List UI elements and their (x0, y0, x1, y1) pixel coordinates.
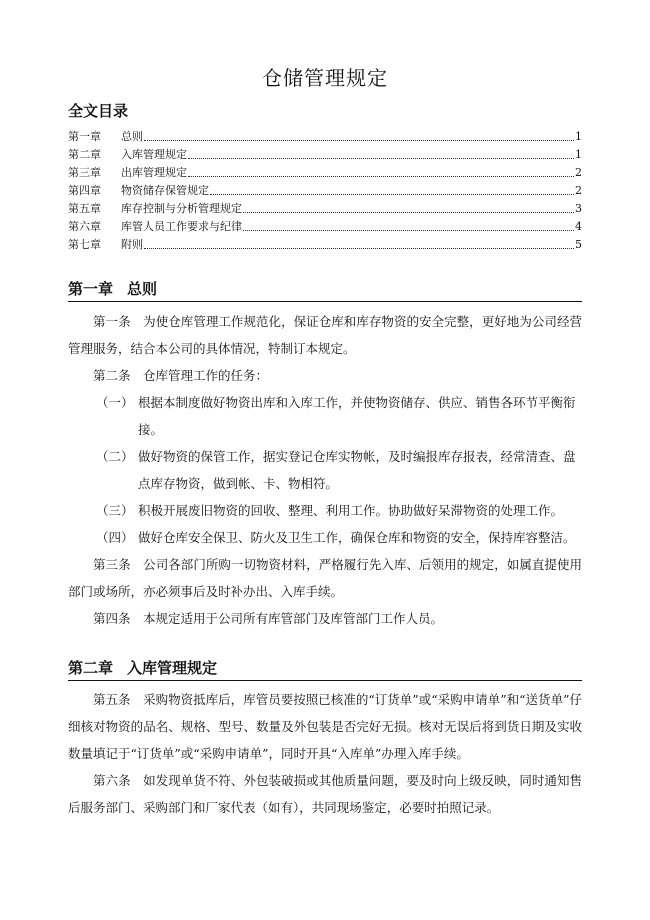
chapter-1-heading (68, 278, 582, 302)
task-list-item (68, 524, 582, 551)
chapter-number: 第二章 (68, 659, 114, 677)
article-paragraph: 第四条 本规定适用于公司所有库管部门及库管部门工作人员。 (93, 611, 444, 626)
toc-leader-dots (188, 158, 574, 159)
list-number: （二） (96, 449, 134, 464)
task-list-item (68, 497, 582, 524)
list-number: （三） (96, 503, 134, 518)
toc-page-number: 1 (575, 130, 582, 143)
toc-leader-dots (188, 176, 574, 177)
toc-chapter-title: 物资储存保管规定 (121, 184, 209, 197)
chapter-2-heading (68, 657, 582, 681)
task-list-item (68, 389, 582, 443)
chapter-number: 第一章 (68, 280, 114, 298)
toc-leader-dots (144, 140, 574, 141)
task-list-item (68, 443, 582, 497)
chapter-name: 总则 (127, 280, 158, 298)
toc-chapter-number: 第一章 (68, 130, 101, 143)
article-paragraph: 第三条 公司各部门所购一切物资材料，严格履行先入库、后领用的规定，如属直提使用部门或场所，亦必须事后及时补办出、入库手续。 (68, 557, 582, 599)
toc-chapter-title: 入库管理规定 (121, 148, 187, 161)
list-text: 积极开展废旧物资的回收、整理、利用工作。协助做好呆滞物资的处理工作。 (138, 503, 564, 518)
toc-entry[interactable] (68, 146, 582, 164)
toc-chapter-title: 出库管理规定 (121, 166, 187, 179)
toc-leader-dots (144, 248, 574, 249)
toc-entry[interactable] (68, 182, 582, 200)
chapter-2-body (68, 686, 582, 821)
list-number: （一） (96, 395, 134, 410)
toc-entry[interactable] (68, 128, 582, 146)
toc-chapter-title: 库存控制与分析管理规定 (121, 202, 242, 215)
chapter-name: 入库管理规定 (127, 659, 218, 677)
toc-leader-dots (210, 194, 574, 195)
table-of-contents (68, 128, 582, 254)
toc-heading: 全文目录 (68, 102, 129, 120)
toc-entry[interactable] (68, 200, 582, 218)
toc-chapter-number: 第五章 (68, 202, 101, 215)
toc-page-number: 2 (575, 184, 582, 197)
toc-page-number: 2 (575, 166, 582, 179)
chapter-1-body (68, 308, 582, 632)
toc-chapter-number: 第七章 (68, 238, 101, 251)
toc-page-number: 5 (575, 238, 582, 251)
article-paragraph: 第五条 采购物资抵库后，库管员要按照已核准的“订货单”或“采购申请单”和“送货单”仔细核对物资的品名、规格、型号、数量及外包装是否完好无损。核对无误后将到货日期及实收数量填记于“订货单”或“采购申请单”，同时开具“入库单”办理入库手续。 (68, 692, 582, 761)
toc-page-number: 3 (575, 202, 582, 215)
article-paragraph: 第二条 仓库管理工作的任务： (93, 368, 269, 383)
toc-entry[interactable] (68, 164, 582, 182)
toc-chapter-number: 第二章 (68, 148, 101, 161)
list-text: 做好物资的保管工作，据实登记仓库实物帐，及时编报库存报表，经常清查、盘点库存物资，做到帐、卡、物相符。 (138, 449, 576, 491)
toc-chapter-number: 第六章 (68, 220, 101, 233)
toc-leader-dots (243, 212, 574, 213)
toc-chapter-title: 总则 (121, 130, 143, 143)
toc-chapter-title: 附则 (121, 238, 143, 251)
list-number: （四） (96, 530, 134, 545)
document-title: 仓储管理规定 (262, 66, 388, 90)
article-paragraph: 第六条 如发现单货不符、外包装破损或其他质量问题，要及时向上级反映，同时通知售后服务部门、采购部门和厂家代表（如有），共同现场鉴定，必要时拍照记录。 (68, 773, 582, 815)
toc-chapter-number: 第四章 (68, 184, 101, 197)
toc-entry[interactable] (68, 218, 582, 236)
toc-chapter-title: 库管人员工作要求与纪律 (121, 220, 242, 233)
list-text: 做好仓库安全保卫、防火及卫生工作，确保仓库和物资的安全，保持库容整洁。 (138, 530, 576, 545)
toc-page-number: 4 (575, 220, 582, 233)
toc-page-number: 1 (575, 148, 582, 161)
toc-chapter-number: 第三章 (68, 166, 101, 179)
list-text: 根据本制度做好物资出库和入库工作，并使物资储存、供应、销售各环节平衡衔接。 (138, 395, 576, 437)
toc-entry[interactable] (68, 236, 582, 254)
article-paragraph: 第一条 为使仓库管理工作规范化，保证仓库和库存物资的安全完整，更好地为公司经营管理服务，结合本公司的具体情况，特制订本规定。 (68, 314, 582, 356)
toc-leader-dots (243, 230, 574, 231)
